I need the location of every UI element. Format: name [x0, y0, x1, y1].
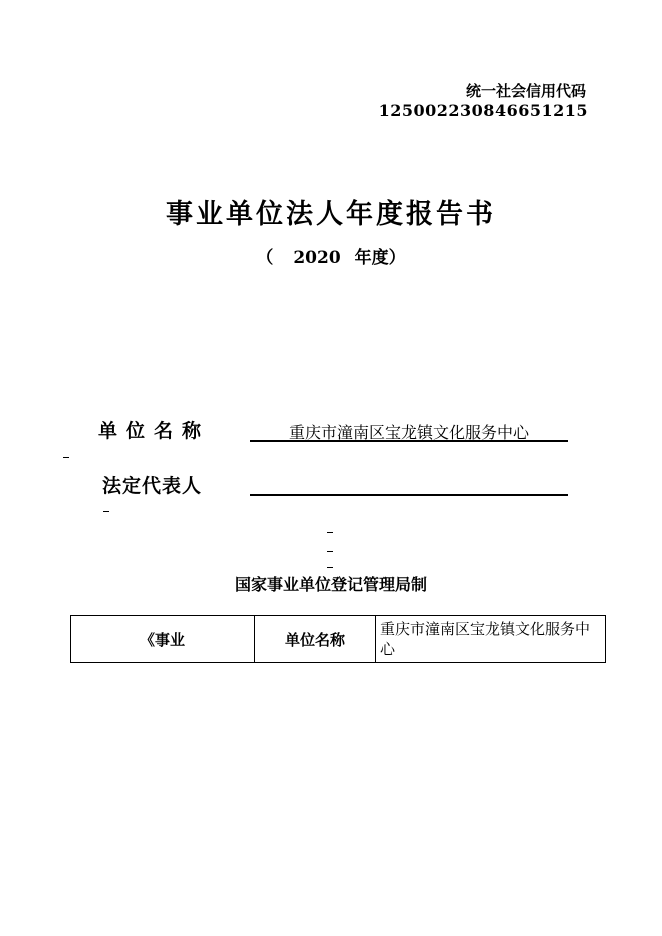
unit-name-value: 重庆市潼南区宝龙镇文化服务中心 [288, 423, 529, 442]
table-cell-label: 单位名称 [255, 616, 376, 663]
margin-mark [327, 532, 333, 533]
margin-mark [103, 511, 109, 512]
page-title: 事业单位法人年度报告书 [166, 199, 496, 230]
year-suffix: 年度） [354, 248, 406, 268]
unit-name-label: 单位名称 [98, 420, 211, 442]
legal-rep-underline [250, 494, 568, 496]
table-row [71, 616, 606, 663]
margin-mark [327, 567, 333, 568]
report-year-line [0, 243, 662, 268]
unit-name-underline [250, 440, 568, 442]
margin-mark [327, 551, 333, 552]
table-cell-category: 《事业 [71, 616, 255, 663]
table-cell-value: 重庆市潼南区宝龙镇文化服务中心 [376, 616, 606, 663]
unit-info-table [70, 615, 606, 663]
report-year: 2020 [293, 248, 341, 268]
credit-code-label: 统一社会信用代码 [465, 82, 586, 100]
year-open-paren: （ [256, 248, 274, 268]
issuing-authority: 国家事业单位登记管理局制 [234, 575, 427, 594]
credit-code-value: 125002230846651215 [378, 101, 588, 120]
margin-mark [63, 457, 69, 458]
legal-rep-label: 法定代表人 [102, 475, 203, 497]
